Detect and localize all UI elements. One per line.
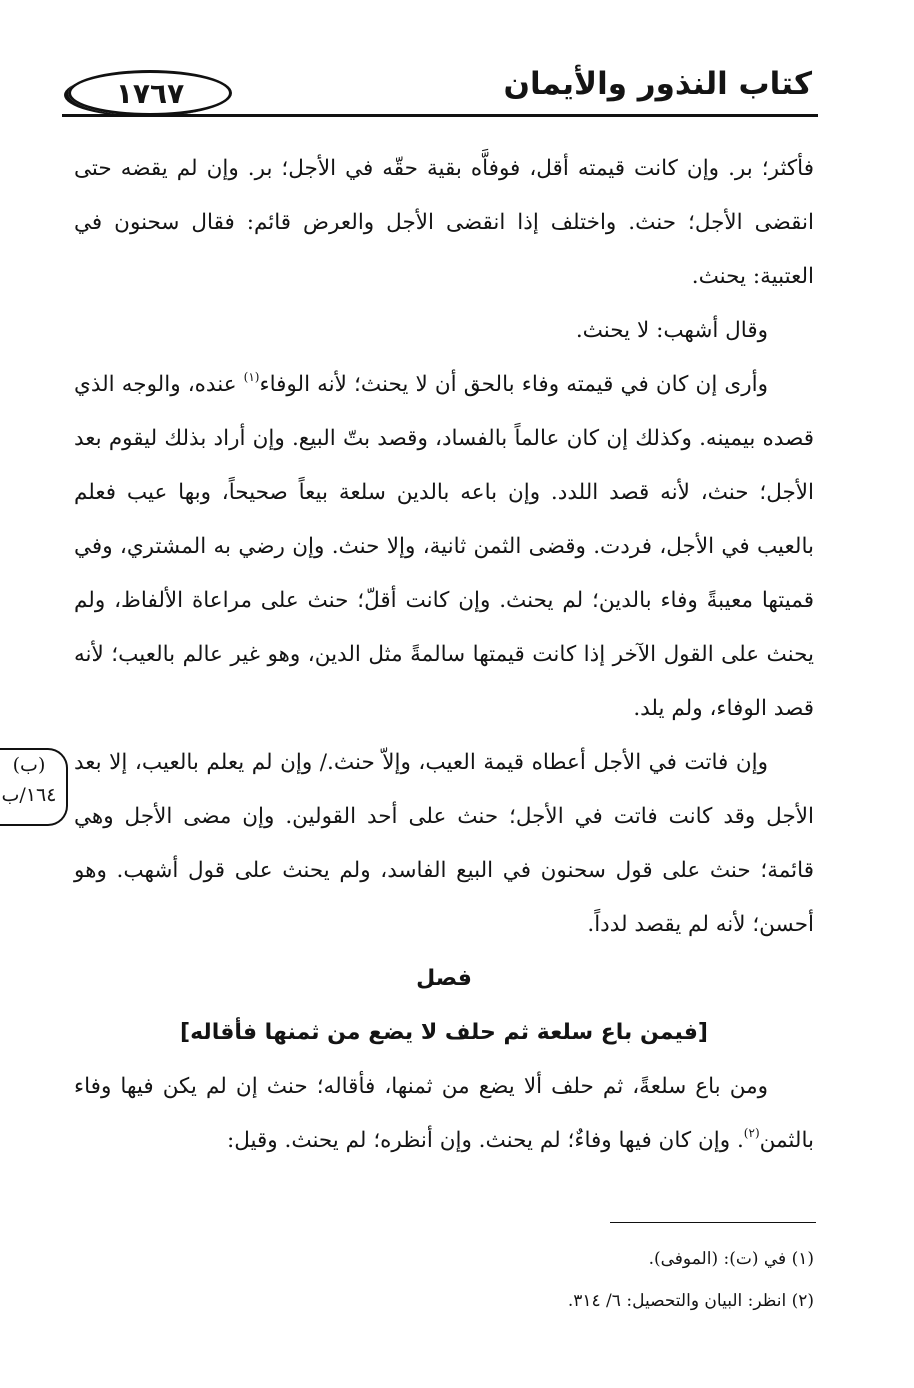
margin-note-line2: ١٦٤/ب [1,784,57,806]
page-number: ١٧٦٧ [68,70,232,116]
book-title: كتاب النذور والأيمان [503,66,812,102]
header-rule [62,114,818,117]
footnotes [74,1238,814,1322]
paragraph-2: وقال أشهب: لا يحنث. [575,318,768,343]
paragraph-4: وإن فاتت في الأجل أعطاه قيمة العيب، وإلاّ حنث./ وإن لم يعلم بالعيب، إلا بعد الأجل وقد كانت فاتت في الأجل؛ حنث على أحد القولين. وإن مضى الأجل وهي قائمة؛ حنث على قول سحنون في البيع الفاسد، ولم يحنث على قول أشهب. وهو أحسن؛ لأنه لم يقصد لدداً. [74,750,814,937]
section-heading: فصل [416,966,472,991]
margin-note-line1: (ب) [12,754,46,776]
manuscript-margin-note [0,748,68,826]
footnote-ref-2[interactable]: (٢) [743,1126,760,1140]
paragraph-3-part-b: عنده، والوجه الذي قصده بيمينه. وكذلك إن كان عالماً بالفساد، وقصد بتّ البيع. وإن أراد بذلك ليقوم بعد الأجل؛ حنث، لأنه قصد اللدد. وإن باعه بالدين سلعة بيعاً صحيحاً، وبها عيب فعلم بالعيب في الأجل، فردت. وقضى الثمن ثانية، وإلا حنث. وإن رضي به المشتري، وفي قميتها معيبةً وفاء بالدين؛ لم يحنث. وإن كانت أقلّ؛ حنث على مراعاة الألفاظ، ولم يحنث على القول الآخر إذا كانت قيمتها سالمةً مثل الدين، وهو غير عالم بالعيب؛ لأنه قصد الوفاء، ولم يلد. [74,372,814,721]
paragraph-5 [74,1060,814,1168]
page-header [62,62,818,122]
section-subheading: [فيمن باع سلعة ثم حلف لا يضع من ثمنها فأقاله] [180,1020,708,1045]
paragraph-3-part-a: وأرى إن كان في قيمته وفاء بالحق أن لا يحنث؛ لأنه الوفاء [259,372,768,397]
footnote-2: (٢) انظر: البيان والتحصيل: ٦/ ٣١٤. [567,1291,814,1311]
footnote-1: (١) في (ت): (الموفى). [648,1249,814,1269]
paragraph-5-part-b: . وإن كان فيها وفاءٌ؛ لم يحنث. وإن أنظره؛ لم يحنث. وقيل: [226,1128,744,1153]
paragraph-1: فأكثر؛ بر. وإن كانت قيمته أقل، فوفاَّه بقية حقّه في الأجل؛ بر. وإن لم يقضه حتى انقضى الأجل؛ حنث. واختلف إذا انقضى الأجل والعرض قائم: فقال سحنون في العتبية: يحنث. [74,156,814,289]
footnote-separator [610,1222,816,1223]
main-text [74,142,814,1168]
footnote-ref-1[interactable]: (١) [243,370,260,384]
paragraph-3 [74,358,814,736]
paragraph-5-part-a: ومن باع سلعةً، ثم حلف ألا يضع من ثمنها، فأقاله؛ حنث إن لم يكن فيها وفاء بالثمن [74,1074,814,1153]
